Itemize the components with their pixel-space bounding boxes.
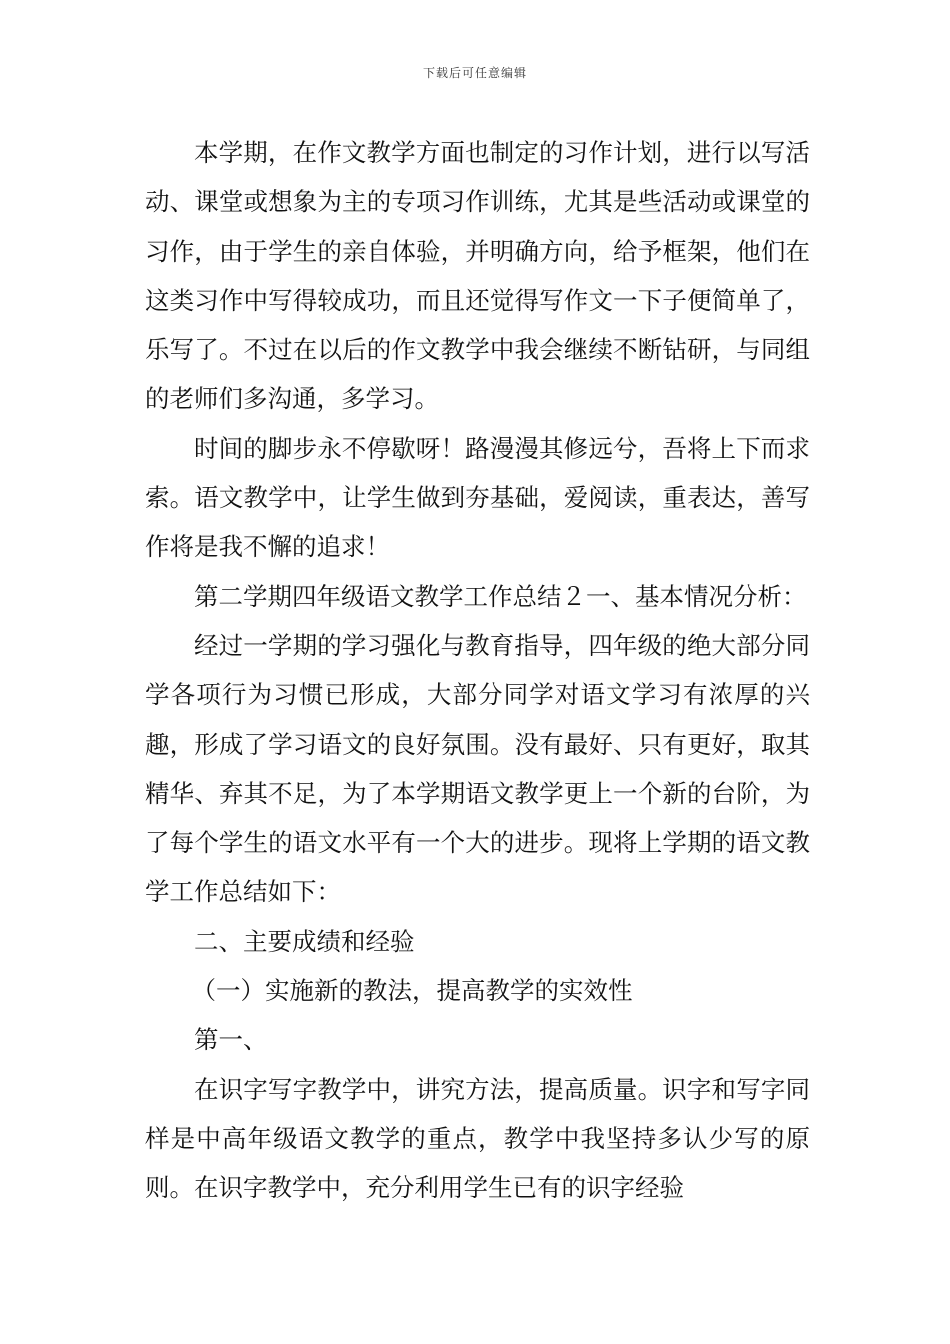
paragraph-reflection: 时间的脚步永不停歇呀！路漫漫其修远兮，吾将上下而求索。语文教学中，让学生做到夯基础，爱阅读，重表达，善写作将是我不懈的追求！: [145, 433, 810, 562]
subsection-heading-new-methods: （一）实施新的教法，提高教学的实效性: [191, 976, 633, 1006]
paragraph-literacy-teaching: 在识字写字教学中，讲究方法，提高质量。识字和写字同样是中高年级语文教学的重点，教学中我坚持多认少写的原则。在识字教学中，充分利用学生已有的识字经验: [145, 1074, 810, 1203]
page-header: 下载后可任意编辑: [422, 66, 527, 80]
paragraph-situation-analysis: 经过一学期的学习强化与教育指导，四年级的绝大部分同学各项行为习惯已形成，大部分同学对语文学习有浓厚的兴趣，形成了学习语文的良好氛围。没有最好、只有更好，取其精华、弃其不足，为了本学期语文教学更上一个新的台阶，为了每个学生的语文水平有一个大的进步。现将上学期的语文教学工作总结如下：: [145, 630, 810, 907]
item-heading-first: 第一、: [194, 1025, 268, 1055]
section-heading-achievements: 二、主要成绩和经验: [194, 926, 415, 956]
document-body: [145, 128, 810, 1213]
paragraph-summary-title: 第二学期四年级语文教学工作总结２一、基本情况分析：: [194, 581, 807, 611]
paragraph-writing-plan: 本学期，在作文教学方面也制定的习作计划，进行以写活动、课堂或想象为主的专项习作训练，尤其是些活动或课堂的习作，由于学生的亲自体验，并明确方向，给予框架，他们在这类习作中写得较成功，而且还觉得写作文一下子便简单了，乐写了。不过在以后的作文教学中我会继续不断钻研，与同组的老师们多沟通，多学习。: [145, 138, 810, 414]
